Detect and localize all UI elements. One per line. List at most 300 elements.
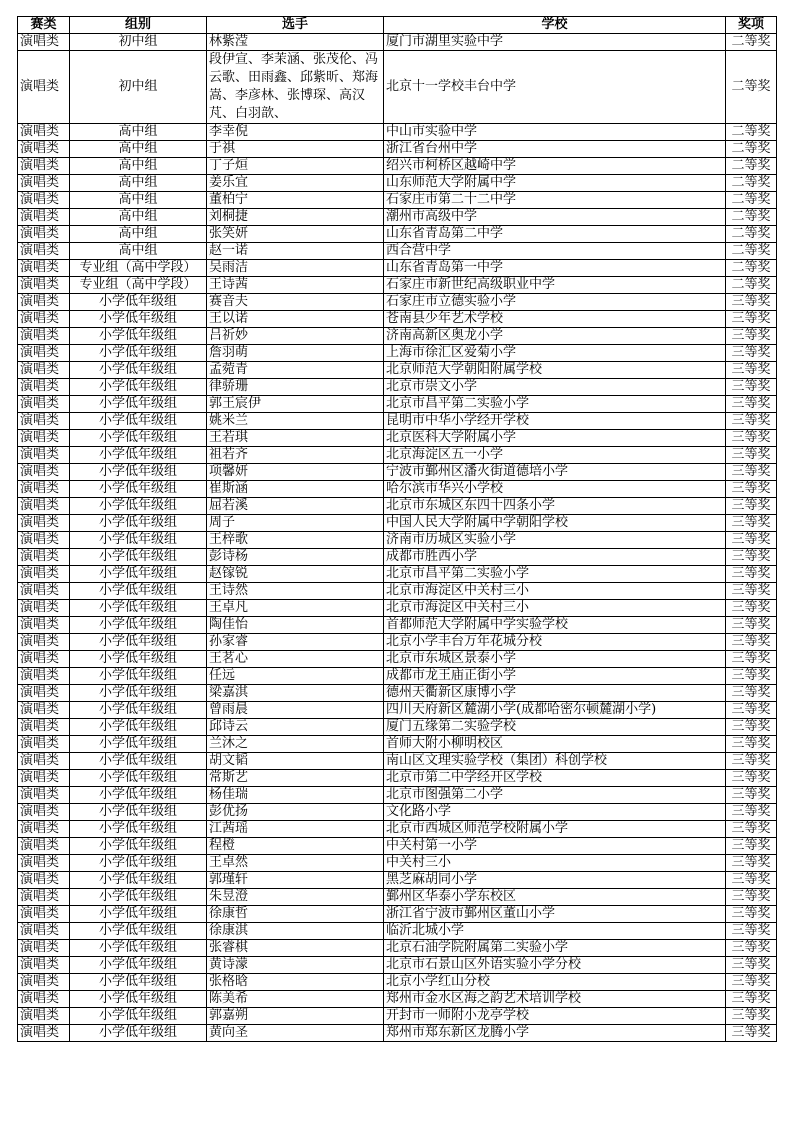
- contestant-cell: 黄向圣: [207, 1025, 384, 1042]
- school-cell: 中山市实验中学: [384, 124, 726, 141]
- table-row: [18, 396, 777, 413]
- category-cell: 演唱类: [18, 753, 70, 770]
- contestant-cell: 屈若溪: [207, 498, 384, 515]
- table-row: [18, 362, 777, 379]
- category-cell: 演唱类: [18, 362, 70, 379]
- category-cell: 演唱类: [18, 804, 70, 821]
- table-row: [18, 736, 777, 753]
- school-cell: 中关村三小: [384, 855, 726, 872]
- award-cell: 三等奖: [726, 957, 777, 974]
- contestant-cell: 赛音夫: [207, 294, 384, 311]
- category-cell: 演唱类: [18, 328, 70, 345]
- award-cell: 三等奖: [726, 736, 777, 753]
- award-cell: 三等奖: [726, 651, 777, 668]
- school-cell: 石家庄市新世纪高级职业中学: [384, 277, 726, 294]
- award-cell: 三等奖: [726, 770, 777, 787]
- award-cell: 三等奖: [726, 345, 777, 362]
- category-cell: 演唱类: [18, 311, 70, 328]
- award-cell: 三等奖: [726, 855, 777, 872]
- category-cell: 演唱类: [18, 447, 70, 464]
- table-row: [18, 141, 777, 158]
- contestant-cell: 刘桐捷: [207, 209, 384, 226]
- group-cell: 小学低年级组: [70, 787, 207, 804]
- category-cell: 演唱类: [18, 34, 70, 51]
- category-cell: 演唱类: [18, 430, 70, 447]
- group-cell: 小学低年级组: [70, 770, 207, 787]
- award-cell: 三等奖: [726, 702, 777, 719]
- table-row: [18, 974, 777, 991]
- school-cell: 北京市崇文小学: [384, 379, 726, 396]
- category-cell: 演唱类: [18, 736, 70, 753]
- table-row: [18, 413, 777, 430]
- category-cell: 演唱类: [18, 158, 70, 175]
- table-row: [18, 175, 777, 192]
- group-cell: 小学低年级组: [70, 855, 207, 872]
- category-cell: 演唱类: [18, 770, 70, 787]
- table-row: [18, 991, 777, 1008]
- category-cell: 演唱类: [18, 685, 70, 702]
- table-row: [18, 192, 777, 209]
- contestant-cell: 项馨妍: [207, 464, 384, 481]
- award-cell: 三等奖: [726, 923, 777, 940]
- table-row: [18, 702, 777, 719]
- group-cell: 小学低年级组: [70, 889, 207, 906]
- award-cell: 三等奖: [726, 804, 777, 821]
- table-body: [18, 34, 777, 1042]
- table-row: [18, 923, 777, 940]
- table-row: [18, 124, 777, 141]
- school-cell: 鄞州区华泰小学东校区: [384, 889, 726, 906]
- award-cell: 二等奖: [726, 51, 777, 124]
- table-row: [18, 226, 777, 243]
- category-cell: 演唱类: [18, 600, 70, 617]
- award-cell: 二等奖: [726, 277, 777, 294]
- category-cell: 演唱类: [18, 923, 70, 940]
- award-cell: 三等奖: [726, 515, 777, 532]
- category-cell: 演唱类: [18, 379, 70, 396]
- group-cell: 小学低年级组: [70, 906, 207, 923]
- school-cell: 中关村第一小学: [384, 838, 726, 855]
- school-cell: 西合营中学: [384, 243, 726, 260]
- award-cell: 三等奖: [726, 294, 777, 311]
- contestant-cell: 杨佳瑞: [207, 787, 384, 804]
- awards-table: [17, 16, 777, 1042]
- award-cell: 三等奖: [726, 583, 777, 600]
- table-row: [18, 685, 777, 702]
- group-cell: 小学低年级组: [70, 804, 207, 821]
- table-row: [18, 532, 777, 549]
- group-cell: 小学低年级组: [70, 413, 207, 430]
- category-cell: 演唱类: [18, 906, 70, 923]
- school-cell: 上海市徐汇区爱菊小学: [384, 345, 726, 362]
- contestant-cell: 丁子烜: [207, 158, 384, 175]
- contestant-cell: 周子: [207, 515, 384, 532]
- table-row: [18, 345, 777, 362]
- contestant-cell: 彭优扬: [207, 804, 384, 821]
- award-cell: 三等奖: [726, 1008, 777, 1025]
- category-cell: 演唱类: [18, 940, 70, 957]
- contestant-cell: 吴雨洁: [207, 260, 384, 277]
- school-cell: 黑芝麻胡同小学: [384, 872, 726, 889]
- school-cell: 成都市胜西小学: [384, 549, 726, 566]
- table-row: [18, 753, 777, 770]
- group-cell: 小学低年级组: [70, 464, 207, 481]
- table-row: [18, 566, 777, 583]
- contestant-cell: 王诗然: [207, 583, 384, 600]
- school-cell: 北京市海淀区中关村三小: [384, 600, 726, 617]
- group-cell: 小学低年级组: [70, 991, 207, 1008]
- school-cell: 昆明市中华小学经开学校: [384, 413, 726, 430]
- table-row: [18, 294, 777, 311]
- contestant-cell: 朱昱澄: [207, 889, 384, 906]
- group-cell: 小学低年级组: [70, 515, 207, 532]
- group-cell: 小学低年级组: [70, 617, 207, 634]
- award-cell: 二等奖: [726, 175, 777, 192]
- category-cell: 演唱类: [18, 872, 70, 889]
- category-cell: 演唱类: [18, 855, 70, 872]
- award-cell: 三等奖: [726, 617, 777, 634]
- group-cell: 小学低年级组: [70, 923, 207, 940]
- table-row: [18, 668, 777, 685]
- school-cell: 郑州市金水区海之韵艺术培训学校: [384, 991, 726, 1008]
- category-cell: 演唱类: [18, 192, 70, 209]
- category-cell: 演唱类: [18, 634, 70, 651]
- school-cell: 郑州市郑东新区龙腾小学: [384, 1025, 726, 1042]
- award-cell: 二等奖: [726, 209, 777, 226]
- category-cell: 演唱类: [18, 141, 70, 158]
- group-cell: 高中组: [70, 192, 207, 209]
- award-cell: 三等奖: [726, 974, 777, 991]
- school-cell: 石家庄市立德实验小学: [384, 294, 726, 311]
- contestant-cell: 彭诗杨: [207, 549, 384, 566]
- contestant-cell: 吕祈妙: [207, 328, 384, 345]
- table-row: [18, 855, 777, 872]
- school-cell: 北京师范大学朝阳附属学校: [384, 362, 726, 379]
- category-cell: 演唱类: [18, 1008, 70, 1025]
- group-cell: 小学低年级组: [70, 345, 207, 362]
- school-cell: 济南高新区奥龙小学: [384, 328, 726, 345]
- award-cell: 三等奖: [726, 447, 777, 464]
- contestant-cell: 董柏宁: [207, 192, 384, 209]
- contestant-cell: 任远: [207, 668, 384, 685]
- award-cell: 三等奖: [726, 532, 777, 549]
- table-header-row: [18, 17, 777, 34]
- award-cell: 三等奖: [726, 464, 777, 481]
- award-cell: 三等奖: [726, 787, 777, 804]
- award-cell: 三等奖: [726, 719, 777, 736]
- group-cell: 小学低年级组: [70, 838, 207, 855]
- school-cell: 浙江省台州中学: [384, 141, 726, 158]
- group-cell: 小学低年级组: [70, 685, 207, 702]
- group-cell: 高中组: [70, 124, 207, 141]
- contestant-cell: 陶佳怡: [207, 617, 384, 634]
- award-cell: 二等奖: [726, 158, 777, 175]
- school-cell: 北京市东城区东四十四条小学: [384, 498, 726, 515]
- category-cell: 演唱类: [18, 481, 70, 498]
- contestant-cell: 崔斯涵: [207, 481, 384, 498]
- table-row: [18, 804, 777, 821]
- table-row: [18, 209, 777, 226]
- group-cell: 小学低年级组: [70, 447, 207, 464]
- award-cell: 三等奖: [726, 1025, 777, 1042]
- category-cell: 演唱类: [18, 651, 70, 668]
- award-cell: 三等奖: [726, 668, 777, 685]
- group-cell: 专业组（高中学段）: [70, 260, 207, 277]
- school-cell: 北京十一学校丰台中学: [384, 51, 726, 124]
- group-cell: 小学低年级组: [70, 549, 207, 566]
- category-cell: 演唱类: [18, 260, 70, 277]
- contestant-cell: 张笑妍: [207, 226, 384, 243]
- award-cell: 三等奖: [726, 362, 777, 379]
- table-row: [18, 617, 777, 634]
- school-cell: 山东师范大学附属中学: [384, 175, 726, 192]
- award-cell: 三等奖: [726, 940, 777, 957]
- contestant-cell: 张睿棋: [207, 940, 384, 957]
- school-cell: 北京市图强第二小学: [384, 787, 726, 804]
- category-cell: 演唱类: [18, 1025, 70, 1042]
- category-cell: 演唱类: [18, 668, 70, 685]
- category-cell: 演唱类: [18, 515, 70, 532]
- group-cell: 小学低年级组: [70, 498, 207, 515]
- group-cell: 小学低年级组: [70, 532, 207, 549]
- table-row: [18, 328, 777, 345]
- award-cell: 三等奖: [726, 685, 777, 702]
- group-cell: 小学低年级组: [70, 719, 207, 736]
- school-cell: 北京市昌平第二实验小学: [384, 396, 726, 413]
- school-cell: 北京市东城区景泰小学: [384, 651, 726, 668]
- table-row: [18, 821, 777, 838]
- award-cell: 三等奖: [726, 430, 777, 447]
- category-cell: 演唱类: [18, 702, 70, 719]
- award-cell: 三等奖: [726, 906, 777, 923]
- header-category: 赛类: [18, 17, 70, 34]
- table-row: [18, 260, 777, 277]
- group-cell: 小学低年级组: [70, 634, 207, 651]
- contestant-cell: 姜乐宜: [207, 175, 384, 192]
- group-cell: 小学低年级组: [70, 974, 207, 991]
- school-cell: 北京石油学院附属第二实验小学: [384, 940, 726, 957]
- category-cell: 演唱类: [18, 51, 70, 124]
- school-cell: 德州天衢新区康博小学: [384, 685, 726, 702]
- group-cell: 小学低年级组: [70, 668, 207, 685]
- table-row: [18, 651, 777, 668]
- school-cell: 北京市石景山区外语实验小学分校: [384, 957, 726, 974]
- group-cell: 小学低年级组: [70, 481, 207, 498]
- contestant-cell: 郭瑾轩: [207, 872, 384, 889]
- category-cell: 演唱类: [18, 209, 70, 226]
- contestant-cell: 黄诗濛: [207, 957, 384, 974]
- contestant-cell: 张格晗: [207, 974, 384, 991]
- school-cell: 北京海淀区五一小学: [384, 447, 726, 464]
- header-contestant: 选手: [207, 17, 384, 34]
- school-cell: 山东省青岛第二中学: [384, 226, 726, 243]
- category-cell: 演唱类: [18, 549, 70, 566]
- table-row: [18, 34, 777, 51]
- contestant-cell: 江茜瑶: [207, 821, 384, 838]
- category-cell: 演唱类: [18, 175, 70, 192]
- table-row: [18, 957, 777, 974]
- table-row: [18, 634, 777, 651]
- contestant-cell: 徐康哲: [207, 906, 384, 923]
- school-cell: 绍兴市柯桥区越崎中学: [384, 158, 726, 175]
- table-row: [18, 158, 777, 175]
- category-cell: 演唱类: [18, 583, 70, 600]
- table-row: [18, 311, 777, 328]
- category-cell: 演唱类: [18, 617, 70, 634]
- table-row: [18, 447, 777, 464]
- award-cell: 二等奖: [726, 192, 777, 209]
- award-cell: 三等奖: [726, 991, 777, 1008]
- contestant-cell: 赵一诺: [207, 243, 384, 260]
- header-group: 组别: [70, 17, 207, 34]
- school-cell: 北京市海淀区中关村三小: [384, 583, 726, 600]
- table-row: [18, 430, 777, 447]
- table-row: [18, 498, 777, 515]
- school-cell: 首师大附小柳明校区: [384, 736, 726, 753]
- table-row: [18, 515, 777, 532]
- contestant-cell: 李幸倪: [207, 124, 384, 141]
- award-cell: 二等奖: [726, 226, 777, 243]
- contestant-cell: 律骄珊: [207, 379, 384, 396]
- table-row: [18, 719, 777, 736]
- contestant-cell: 胡文韬: [207, 753, 384, 770]
- group-cell: 小学低年级组: [70, 294, 207, 311]
- table-row: [18, 481, 777, 498]
- school-cell: 北京市昌平第二实验小学: [384, 566, 726, 583]
- group-cell: 小学低年级组: [70, 583, 207, 600]
- category-cell: 演唱类: [18, 294, 70, 311]
- group-cell: 小学低年级组: [70, 702, 207, 719]
- school-cell: 文化路小学: [384, 804, 726, 821]
- table-row: [18, 549, 777, 566]
- table-row: [18, 770, 777, 787]
- contestant-cell: 王诗茜: [207, 277, 384, 294]
- contestant-cell: 祖若齐: [207, 447, 384, 464]
- table-row: [18, 872, 777, 889]
- award-cell: 三等奖: [726, 379, 777, 396]
- award-cell: 三等奖: [726, 549, 777, 566]
- table-row: [18, 906, 777, 923]
- award-cell: 三等奖: [726, 311, 777, 328]
- school-cell: 宁波市鄞州区潘火街道德培小学: [384, 464, 726, 481]
- table-row: [18, 583, 777, 600]
- group-cell: 高中组: [70, 226, 207, 243]
- category-cell: 演唱类: [18, 821, 70, 838]
- school-cell: 四川天府新区麓湖小学(成都哈密尔顿麓湖小学): [384, 702, 726, 719]
- award-cell: 二等奖: [726, 141, 777, 158]
- award-cell: 二等奖: [726, 124, 777, 141]
- school-cell: 北京小学红山分校: [384, 974, 726, 991]
- group-cell: 小学低年级组: [70, 1008, 207, 1025]
- group-cell: 初中组: [70, 34, 207, 51]
- school-cell: 哈尔滨市华兴小学校: [384, 481, 726, 498]
- category-cell: 演唱类: [18, 957, 70, 974]
- award-cell: 三等奖: [726, 600, 777, 617]
- group-cell: 小学低年级组: [70, 396, 207, 413]
- category-cell: 演唱类: [18, 277, 70, 294]
- award-cell: 三等奖: [726, 838, 777, 855]
- school-cell: 北京医科大学附属小学: [384, 430, 726, 447]
- award-cell: 三等奖: [726, 481, 777, 498]
- award-cell: 三等奖: [726, 566, 777, 583]
- contestant-cell: 孙家睿: [207, 634, 384, 651]
- group-cell: 初中组: [70, 51, 207, 124]
- table-row: [18, 1025, 777, 1042]
- award-cell: 三等奖: [726, 872, 777, 889]
- contestant-cell: 梁嘉淇: [207, 685, 384, 702]
- award-cell: 三等奖: [726, 328, 777, 345]
- school-cell: 成都市龙王庙正街小学: [384, 668, 726, 685]
- group-cell: 小学低年级组: [70, 753, 207, 770]
- school-cell: 苍南县少年艺术学校: [384, 311, 726, 328]
- contestant-cell: 郭王宸伊: [207, 396, 384, 413]
- contestant-cell: 郭嘉朔: [207, 1008, 384, 1025]
- group-cell: 高中组: [70, 209, 207, 226]
- school-cell: 开封市一师附小龙亭学校: [384, 1008, 726, 1025]
- award-cell: 三等奖: [726, 889, 777, 906]
- group-cell: 小学低年级组: [70, 1025, 207, 1042]
- group-cell: 小学低年级组: [70, 651, 207, 668]
- category-cell: 演唱类: [18, 787, 70, 804]
- group-cell: 高中组: [70, 158, 207, 175]
- school-cell: 山东省青岛第一中学: [384, 260, 726, 277]
- table-row: [18, 464, 777, 481]
- award-cell: 三等奖: [726, 753, 777, 770]
- school-cell: 济南市历城区实验小学: [384, 532, 726, 549]
- group-cell: 高中组: [70, 175, 207, 192]
- category-cell: 演唱类: [18, 345, 70, 362]
- category-cell: 演唱类: [18, 396, 70, 413]
- award-cell: 二等奖: [726, 243, 777, 260]
- category-cell: 演唱类: [18, 413, 70, 430]
- contestant-cell: 兰沐之: [207, 736, 384, 753]
- contestant-cell: 段伊宣、李茉涵、张茂伦、冯云歌、田雨鑫、邱紫昕、郑海嵩、李彦林、张博琛、高汉芃、白羽歆、: [207, 51, 384, 124]
- award-cell: 二等奖: [726, 34, 777, 51]
- group-cell: 小学低年级组: [70, 600, 207, 617]
- category-cell: 演唱类: [18, 991, 70, 1008]
- category-cell: 演唱类: [18, 498, 70, 515]
- table-row: [18, 379, 777, 396]
- contestant-cell: 王卓凡: [207, 600, 384, 617]
- header-award: 奖项: [726, 17, 777, 34]
- group-cell: 小学低年级组: [70, 566, 207, 583]
- group-cell: 小学低年级组: [70, 736, 207, 753]
- category-cell: 演唱类: [18, 566, 70, 583]
- group-cell: 小学低年级组: [70, 957, 207, 974]
- contestant-cell: 赵镓锐: [207, 566, 384, 583]
- category-cell: 演唱类: [18, 889, 70, 906]
- table-row: [18, 51, 777, 124]
- contestant-cell: 陈美希: [207, 991, 384, 1008]
- school-cell: 浙江省宁波市鄞州区董山小学: [384, 906, 726, 923]
- contestant-cell: 曾雨晨: [207, 702, 384, 719]
- contestant-cell: 王以诺: [207, 311, 384, 328]
- contestant-cell: 孟菀青: [207, 362, 384, 379]
- table-row: [18, 600, 777, 617]
- category-cell: 演唱类: [18, 226, 70, 243]
- group-cell: 专业组（高中学段）: [70, 277, 207, 294]
- group-cell: 小学低年级组: [70, 311, 207, 328]
- school-cell: 南山区文理实验学校（集团）科创学校: [384, 753, 726, 770]
- award-cell: 二等奖: [726, 260, 777, 277]
- contestant-cell: 王梓歌: [207, 532, 384, 549]
- school-cell: 北京市第二中学经开区学校: [384, 770, 726, 787]
- table-row: [18, 277, 777, 294]
- group-cell: 小学低年级组: [70, 379, 207, 396]
- school-cell: 首都师范大学附属中学实验学校: [384, 617, 726, 634]
- award-cell: 三等奖: [726, 498, 777, 515]
- school-cell: 潮州市高级中学: [384, 209, 726, 226]
